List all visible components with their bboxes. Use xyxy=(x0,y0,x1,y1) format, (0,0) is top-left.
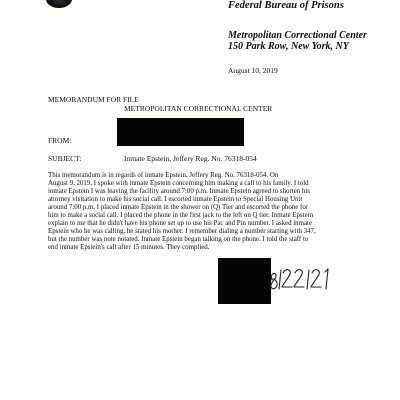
body-line: explain to me that he didn't have his phone set up to use his Pac and Pin number. I asked inmate xyxy=(48,220,312,228)
bureau-seal-icon xyxy=(46,0,72,8)
subject-label: SUBJECT: xyxy=(48,154,82,163)
memo-date: August 10, 2019 xyxy=(228,66,278,75)
signature-redaction xyxy=(218,258,271,304)
agency-name: Federal Bureau of Prisons xyxy=(228,0,344,11)
memo-recipient: METROPOLITAN CORRECTIONAL CENTER xyxy=(124,104,273,113)
subject-value: Inmate Epstein, Jeffery Reg. No. 76318-054 xyxy=(124,154,257,163)
body-line: Epstein who he was calling, he stated his mother. I remember dialing a number starting with 347, xyxy=(48,228,316,236)
body-line: August 9, 2019, I spoke with inmate Epstein concerning him making a call to his family. I told xyxy=(48,180,309,188)
from-redaction xyxy=(117,118,244,146)
address-line-1: Metropolitan Correctional Center xyxy=(228,30,367,41)
body-line: around 7:00 p.m. I placed inmate Epstein in the shower on (Q) Tier and escorted the phone for xyxy=(48,204,309,212)
from-label: FROM: xyxy=(48,136,72,145)
body-line: end inmate Epstein's call after 15 minutes. They complied. xyxy=(48,244,210,252)
body-line: him to make a social call. I placed the phone in the first jack to the left on Q tier. Inmate Epstein xyxy=(48,212,314,220)
memo-heading: MEMORANDUM FOR FILE xyxy=(48,95,139,104)
address-line-2: 150 Park Row, New York, NY xyxy=(228,41,349,52)
body-line: attorney visitation to make his social call. I escorted inmate Epstein to Special Housing Unit xyxy=(48,196,303,204)
handwritten-date-signature xyxy=(268,266,338,292)
body-line: This memorandum is in regards of inmate Epstein, Jeffery Reg. No. 76318-054. On xyxy=(48,172,279,179)
memo-body xyxy=(48,172,348,252)
body-line: inmate Epstein I was leaving the facility around 7:00 p.m. Inmate Epstein agreed to shorten his xyxy=(48,188,310,196)
body-line: but the number was note notated. Inmate Epstein began talking on the phone. I told the staff to xyxy=(48,236,309,244)
